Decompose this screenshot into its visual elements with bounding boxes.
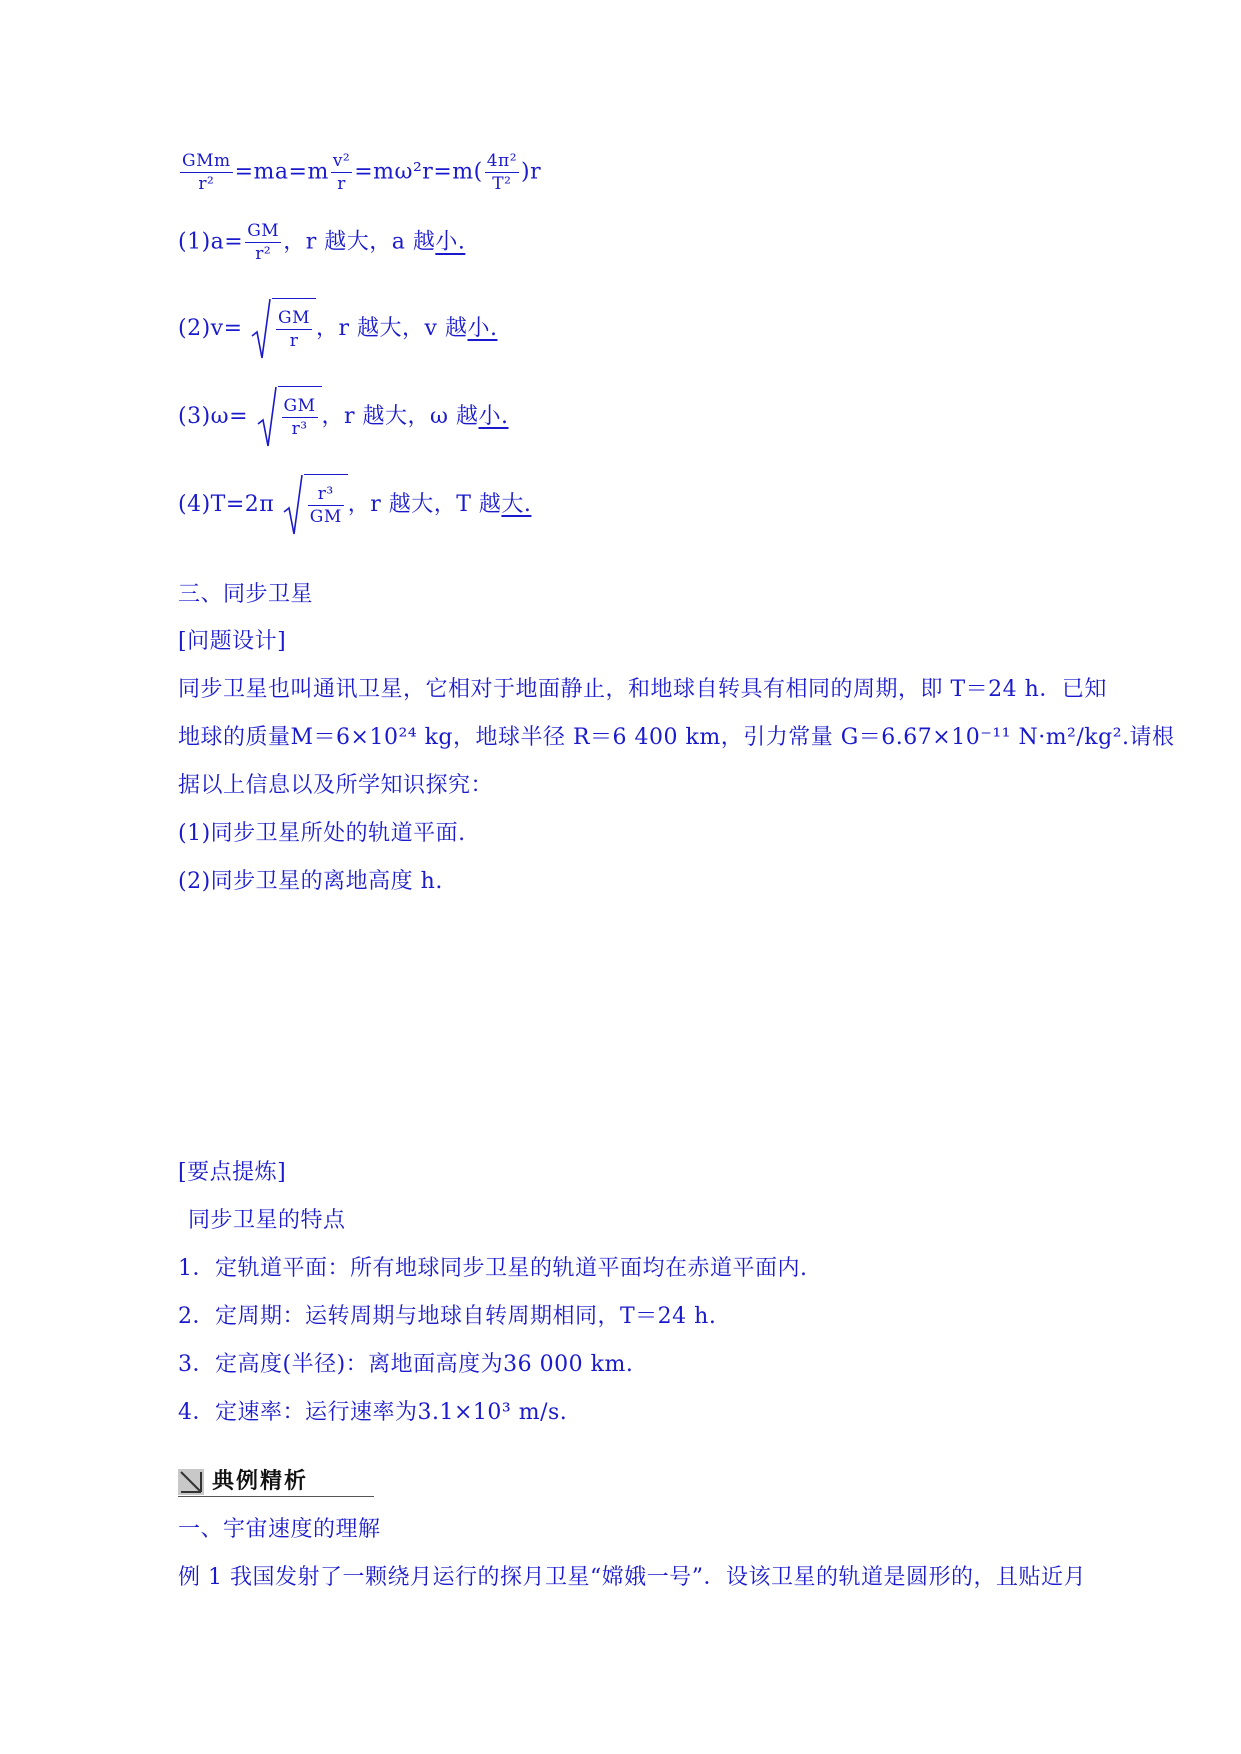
question-item: (1)同步卫星所处的轨道平面. xyxy=(178,821,466,846)
formula-tail: )r xyxy=(521,159,542,185)
paragraph-line: 地球的质量M＝6×10²⁴ kg，地球半径 R＝6 400 km，引力常量 G＝6.67×10⁻¹¹ N·m²/kg².请根 xyxy=(178,725,1175,750)
denominator: r xyxy=(289,331,299,351)
item-answer: 小. xyxy=(478,404,509,429)
numerator: GMm xyxy=(182,151,231,171)
paragraph-line: 同步卫星也叫通讯卫星，它相对于地面静止，和地球自转具有相同的周期，即 T＝24 h．已知 xyxy=(178,677,1107,702)
numerator: GM xyxy=(283,396,316,416)
example-text: 例 1 我国发射了一颗绕月运行的探月卫星“嫦娥一号”．设该卫星的轨道是圆形的，且贴近月 xyxy=(178,1565,1086,1590)
item-answer: 小. xyxy=(467,316,498,341)
item-prefix: (1)a= xyxy=(178,229,244,255)
item-angular-velocity xyxy=(178,386,509,448)
fraction-gm-r2 xyxy=(245,220,281,265)
fraction-gmm-r2 xyxy=(180,150,233,195)
numerator: 4π² xyxy=(486,151,518,171)
denominator: T² xyxy=(492,174,512,194)
numerator: GM xyxy=(247,221,280,241)
fraction-4pi2-t2 xyxy=(485,150,519,195)
numerator: GM xyxy=(278,308,311,328)
denominator: r² xyxy=(198,174,215,194)
item-period xyxy=(178,474,531,536)
formula-eq1: =ma=m xyxy=(234,159,329,185)
keypoint-item: 1．定轨道平面：所有地球同步卫星的轨道平面均在赤道平面内. xyxy=(178,1256,808,1281)
item-prefix: (2)v= xyxy=(178,316,243,341)
numerator: r³ xyxy=(317,484,334,504)
item-prefix: (3)ω= xyxy=(178,404,249,429)
section-title: 三、同步卫星 xyxy=(178,582,314,607)
denominator: r² xyxy=(255,244,272,264)
sqrt-r3-gm xyxy=(282,474,348,536)
keypoints-label: [要点提炼] xyxy=(178,1160,287,1185)
item-velocity xyxy=(178,298,497,360)
keypoint-item: 3．定高度(半径)：离地面高度为36 000 km. xyxy=(178,1352,634,1377)
section-title: 一、宇宙速度的理解 xyxy=(178,1517,381,1542)
numerator: v² xyxy=(332,151,351,171)
paragraph-line: 据以上信息以及所学知识探究： xyxy=(178,773,494,798)
heading-icon xyxy=(178,1469,204,1495)
item-text: ，r 越大，a 越 xyxy=(283,229,436,255)
item-acceleration xyxy=(178,220,465,265)
keypoints-subtitle: 同步卫星的特点 xyxy=(188,1208,346,1233)
keypoint-item: 4．定速率：运行速率为3.1×10³ m/s. xyxy=(178,1400,568,1425)
design-label: [问题设计] xyxy=(178,629,287,654)
item-answer: 小. xyxy=(435,229,466,255)
item-prefix: (4)T=2π xyxy=(178,492,275,517)
sqrt-gm-r3 xyxy=(256,386,322,448)
item-text: ，r 越大，ω 越 xyxy=(321,404,479,429)
item-text: ，r 越大，v 越 xyxy=(316,316,468,341)
denominator: GM xyxy=(309,507,342,527)
denominator: r³ xyxy=(291,419,308,439)
examples-heading-label: 典例精析 xyxy=(212,1469,309,1494)
item-answer: 大. xyxy=(501,492,532,517)
main-formula xyxy=(178,150,541,195)
denominator: r xyxy=(337,174,346,194)
examples-heading xyxy=(178,1467,374,1497)
formula-eq2: =mω²r=m( xyxy=(354,159,483,185)
sqrt-gm-r xyxy=(250,298,316,360)
item-text: ，r 越大，T 越 xyxy=(347,492,502,517)
fraction-v2-r xyxy=(331,150,352,195)
keypoint-item: 2．定周期：运转周期与地球自转周期相同，T＝24 h. xyxy=(178,1304,717,1329)
question-item: (2)同步卫星的离地高度 h. xyxy=(178,869,443,894)
